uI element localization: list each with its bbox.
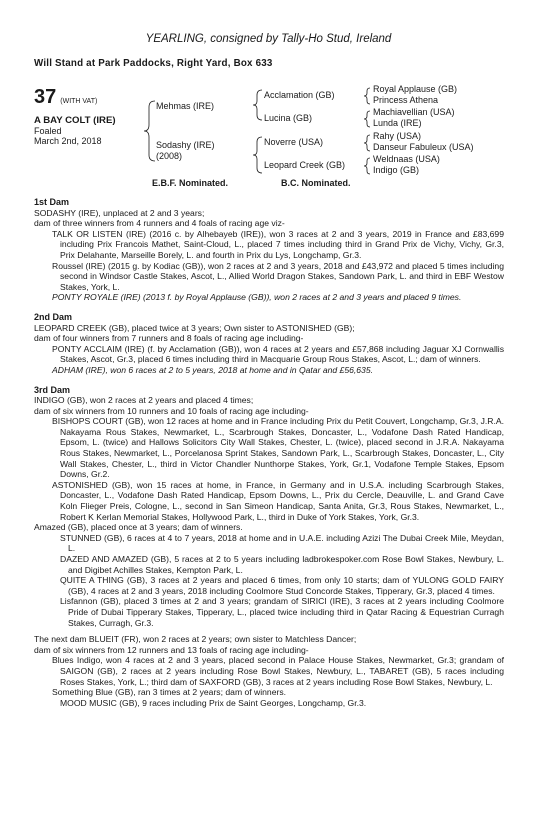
pedigree-sss: Royal Applause (GB) <box>373 84 458 94</box>
pedigree-sd: Lucina (GB) <box>264 113 313 123</box>
pedigree-dss: Rahy (USA) <box>373 131 422 141</box>
lot-number: 37 <box>34 86 57 108</box>
brace-sd <box>364 111 370 127</box>
grand-progeny-entry: QUITE A THING (GB), 3 races at 2 years and placed 6 times, from only 10 starts; dam of YULONG GOLD FAIRY (GB), 4 races at 2 and 3 years, 2018 including Coolmore Stud Concorde Stakes, Tipperary, Gr.3, placed 4 times. <box>60 575 504 596</box>
third-dam-line: dam of six winners from 10 runners and 10 foals of racing age including- <box>34 405 309 416</box>
stand-location: Will Stand at Park Paddocks, Right Yard, Box 633 <box>34 58 273 69</box>
progeny-entry: ASTONISHED (GB), won 15 races at home, in France, in Germany and in U.S.A. including Scarbrough Stakes, Doncaster, L., Vodafone Dash Rated Handicap, Epsom Downs, L., Prix du Cercle, Deauville, L. and Grand Cave Koln Flieger Preis, Cologne, L., second in San Simeon Handicap, Santa Anita, Gr.3, Rous Stakes, Newmarket, L., Robert K Kerlan Memorial Stakes, Hollywood Park, L., third in Duke of York Stakes, York, Gr.3. <box>52 479 504 522</box>
progeny-entry: ADHAM (IRE), won 6 races at 2 to 5 years, 2018 at home and in Qatar and £56,635. <box>52 364 374 375</box>
brace-main <box>144 101 155 161</box>
grand-progeny-entry: MOOD MUSIC (GB), 9 races including Prix de Saint Georges, Longchamp, Gr.3. <box>60 697 367 708</box>
grand-progeny-entry: DAZED AND AMAZED (GB), 5 races at 2 to 5 years including ladbrokespoker.com Rose Bowl Stakes, Newbury, L. and Digibet Achilles Stakes, Kempton Park, L. <box>60 554 504 575</box>
pedigree-ssd: Princess Athena <box>373 95 439 105</box>
pedigree-sds: Machiavellian (USA) <box>373 107 455 117</box>
second-dam-line: LEOPARD CREEK (GB), placed twice at 3 years; Own sister to ASTONISHED (GB); <box>34 322 355 333</box>
foaled-date: March 2nd, 2018 <box>34 136 102 146</box>
pedigree-ddd: Indigo (GB) <box>373 165 420 175</box>
next-dam-line: The next dam BLUEIT (FR), won 2 races at 2 years; own sister to Matchless Dancer; <box>34 634 357 645</box>
pedigree-ss: Acclamation (GB) <box>264 90 335 100</box>
first-dam-line: SODASHY (IRE), unplaced at 2 and 3 years; <box>34 207 205 218</box>
bc-nominated: B.C. Nominated. <box>281 178 351 188</box>
progeny-entry: Blues Indigo, won 4 races at 2 and 3 years, placed second in Palace House Stakes, Newmarket, Gr.3; grandam of SAIGON (GB), 2 races at 2 years including Rose Bowl Stakes, Newbury, L., TABARET (GB), 5 races including Roses Stakes, York, L.; third dam of SAXFORD (GB), 3 races at 2 years including Rose Bowl Stakes, Newbury, L. <box>52 655 504 687</box>
next-dam-line: dam of six winners from 12 runners and 13 foals of racing age including- <box>34 644 309 655</box>
pedigree-sdd: Lunda (IRE) <box>373 118 422 128</box>
progeny-entry: PONTY ROYALE (IRE) (2013 f. by Royal Applause (GB)), won 2 races at 2 and 3 years and placed 9 times. <box>52 292 462 303</box>
brace-sire <box>253 90 262 120</box>
pedigree-dsd: Danseur Fabuleux (USA) <box>373 142 474 152</box>
second-dam-line: dam of four winners from 7 runners and 8 foals of racing age including- <box>34 333 304 344</box>
brace-ss <box>364 88 370 104</box>
pedigree-dam-year: (2008) <box>156 151 183 161</box>
pedigree-dds: Weldnaas (USA) <box>373 154 440 164</box>
brace-dd <box>364 158 370 174</box>
second-dam-heading: 2nd Dam <box>34 311 73 322</box>
third-dam-line: INDIGO (GB), won 2 races at 2 years and placed 4 times; <box>34 395 254 406</box>
first-dam-line: dam of three winners from 4 runners and 4 foals of racing age viz- <box>34 218 285 229</box>
first-dam-heading: 1st Dam <box>34 197 70 207</box>
brace-ds <box>364 135 370 151</box>
progeny-entry: PONTY ACCLAIM (IRE) (f. by Acclamation (GB)), won 4 races at 2 years and £57,868 including Jaguar XJ Cornwallis Stakes, Ascot, Gr.3, placed 6 times including third in Macquarie Group Rous Stakes, Ascot, L.; dam of winners. <box>52 343 504 365</box>
vat-note: (WITH VAT) <box>60 98 98 105</box>
pedigree-ds: Noverre (USA) <box>264 137 324 147</box>
pedigree-dam: Sodashy (IRE) <box>156 140 215 150</box>
pedigree-sire: Mehmas (IRE) <box>156 101 215 111</box>
page-header: YEARLING, consigned by Tally-Ho Stud, Ireland <box>145 33 392 45</box>
ebf-nominated: E.B.F. Nominated. <box>152 178 229 188</box>
progeny-entry: Something Blue (GB), ran 3 times at 2 years; dam of winners. <box>52 687 287 698</box>
progeny-entry: TALK OR LISTEN (IRE) (2016 c. by Alhebayeb (IRE)), won 3 races at 2 and 3 years, 2019 in France and £83,699 including Prix Francois Mathet, Saint-Cloud, L., placed 7 times including third in Grand Prix de Vichy, Vichy, Gr.3, Prix Delahante, Marseille Borely, L. and fourth in Prix du Lys, Longchamp, Gr.3. <box>52 228 504 260</box>
progeny-entry: Amazed (GB), placed once at 3 years; dam of winners. <box>34 522 243 533</box>
third-dam-heading: 3rd Dam <box>34 384 71 395</box>
grand-progeny-entry: STUNNED (GB), 6 races at 4 to 7 years, 2018 at home and in U.A.E. including Azizi The Dubai Creek Mile, Meydan, L. <box>60 532 504 554</box>
brace-dam <box>253 137 262 173</box>
foaled-label: Foaled <box>34 126 62 136</box>
dam-record <box>34 197 504 708</box>
progeny-entry: BISHOPS COURT (GB), won 12 races at home and in France including Prix du Petit Couvert, Longchamp, Gr.3, J.R.A. Nakayama Rous Stakes, Newmarket, L., Scarbrough Stakes, Doncaster, L., Vodafone Dash Rated Handicap, Epsom, L. (twice) and Hallows Solicitors City Wall Stakes, Chester, L. (twice), placed second in J.R.A. Nakayama Rous Stakes, Newmarket, L., Porcelanosa Sprint Stakes, Sandown Park, L., Scarbrough Stakes, Doncaster, L., City Wall Stakes, Chester, L., third in Victor Chandler Nunthorpe Stakes, York, Gr.1, Vodafone Temple Stakes, Epsom Downs, Gr.2. <box>52 416 505 480</box>
pedigree-dd: Leopard Creek (GB) <box>264 160 346 170</box>
grand-progeny-entry: Lisfannon (GB), placed 3 times at 2 and 3 years; grandam of SIRICI (IRE), 3 races at 2 years including Coolmore Pride of Dubai Tipperary Stakes, Tipperary, L., placed twice including third in Qatar Racing & Equestrian Curragh Stakes, Curragh, Gr.3. <box>60 596 504 628</box>
progeny-entry: Roussel (IRE) (2015 g. by Kodiac (GB)), won 2 races at 2 and 3 years, 2018 and £43,972 and placed 5 times including second in Windsor Castle Stakes, Ascot, L., Allied World Dragon Stakes, Sandown Park, L. and third in EBF Westow Stakes, York, L. <box>52 260 504 292</box>
horse-name: A BAY COLT (IRE) <box>34 115 116 126</box>
